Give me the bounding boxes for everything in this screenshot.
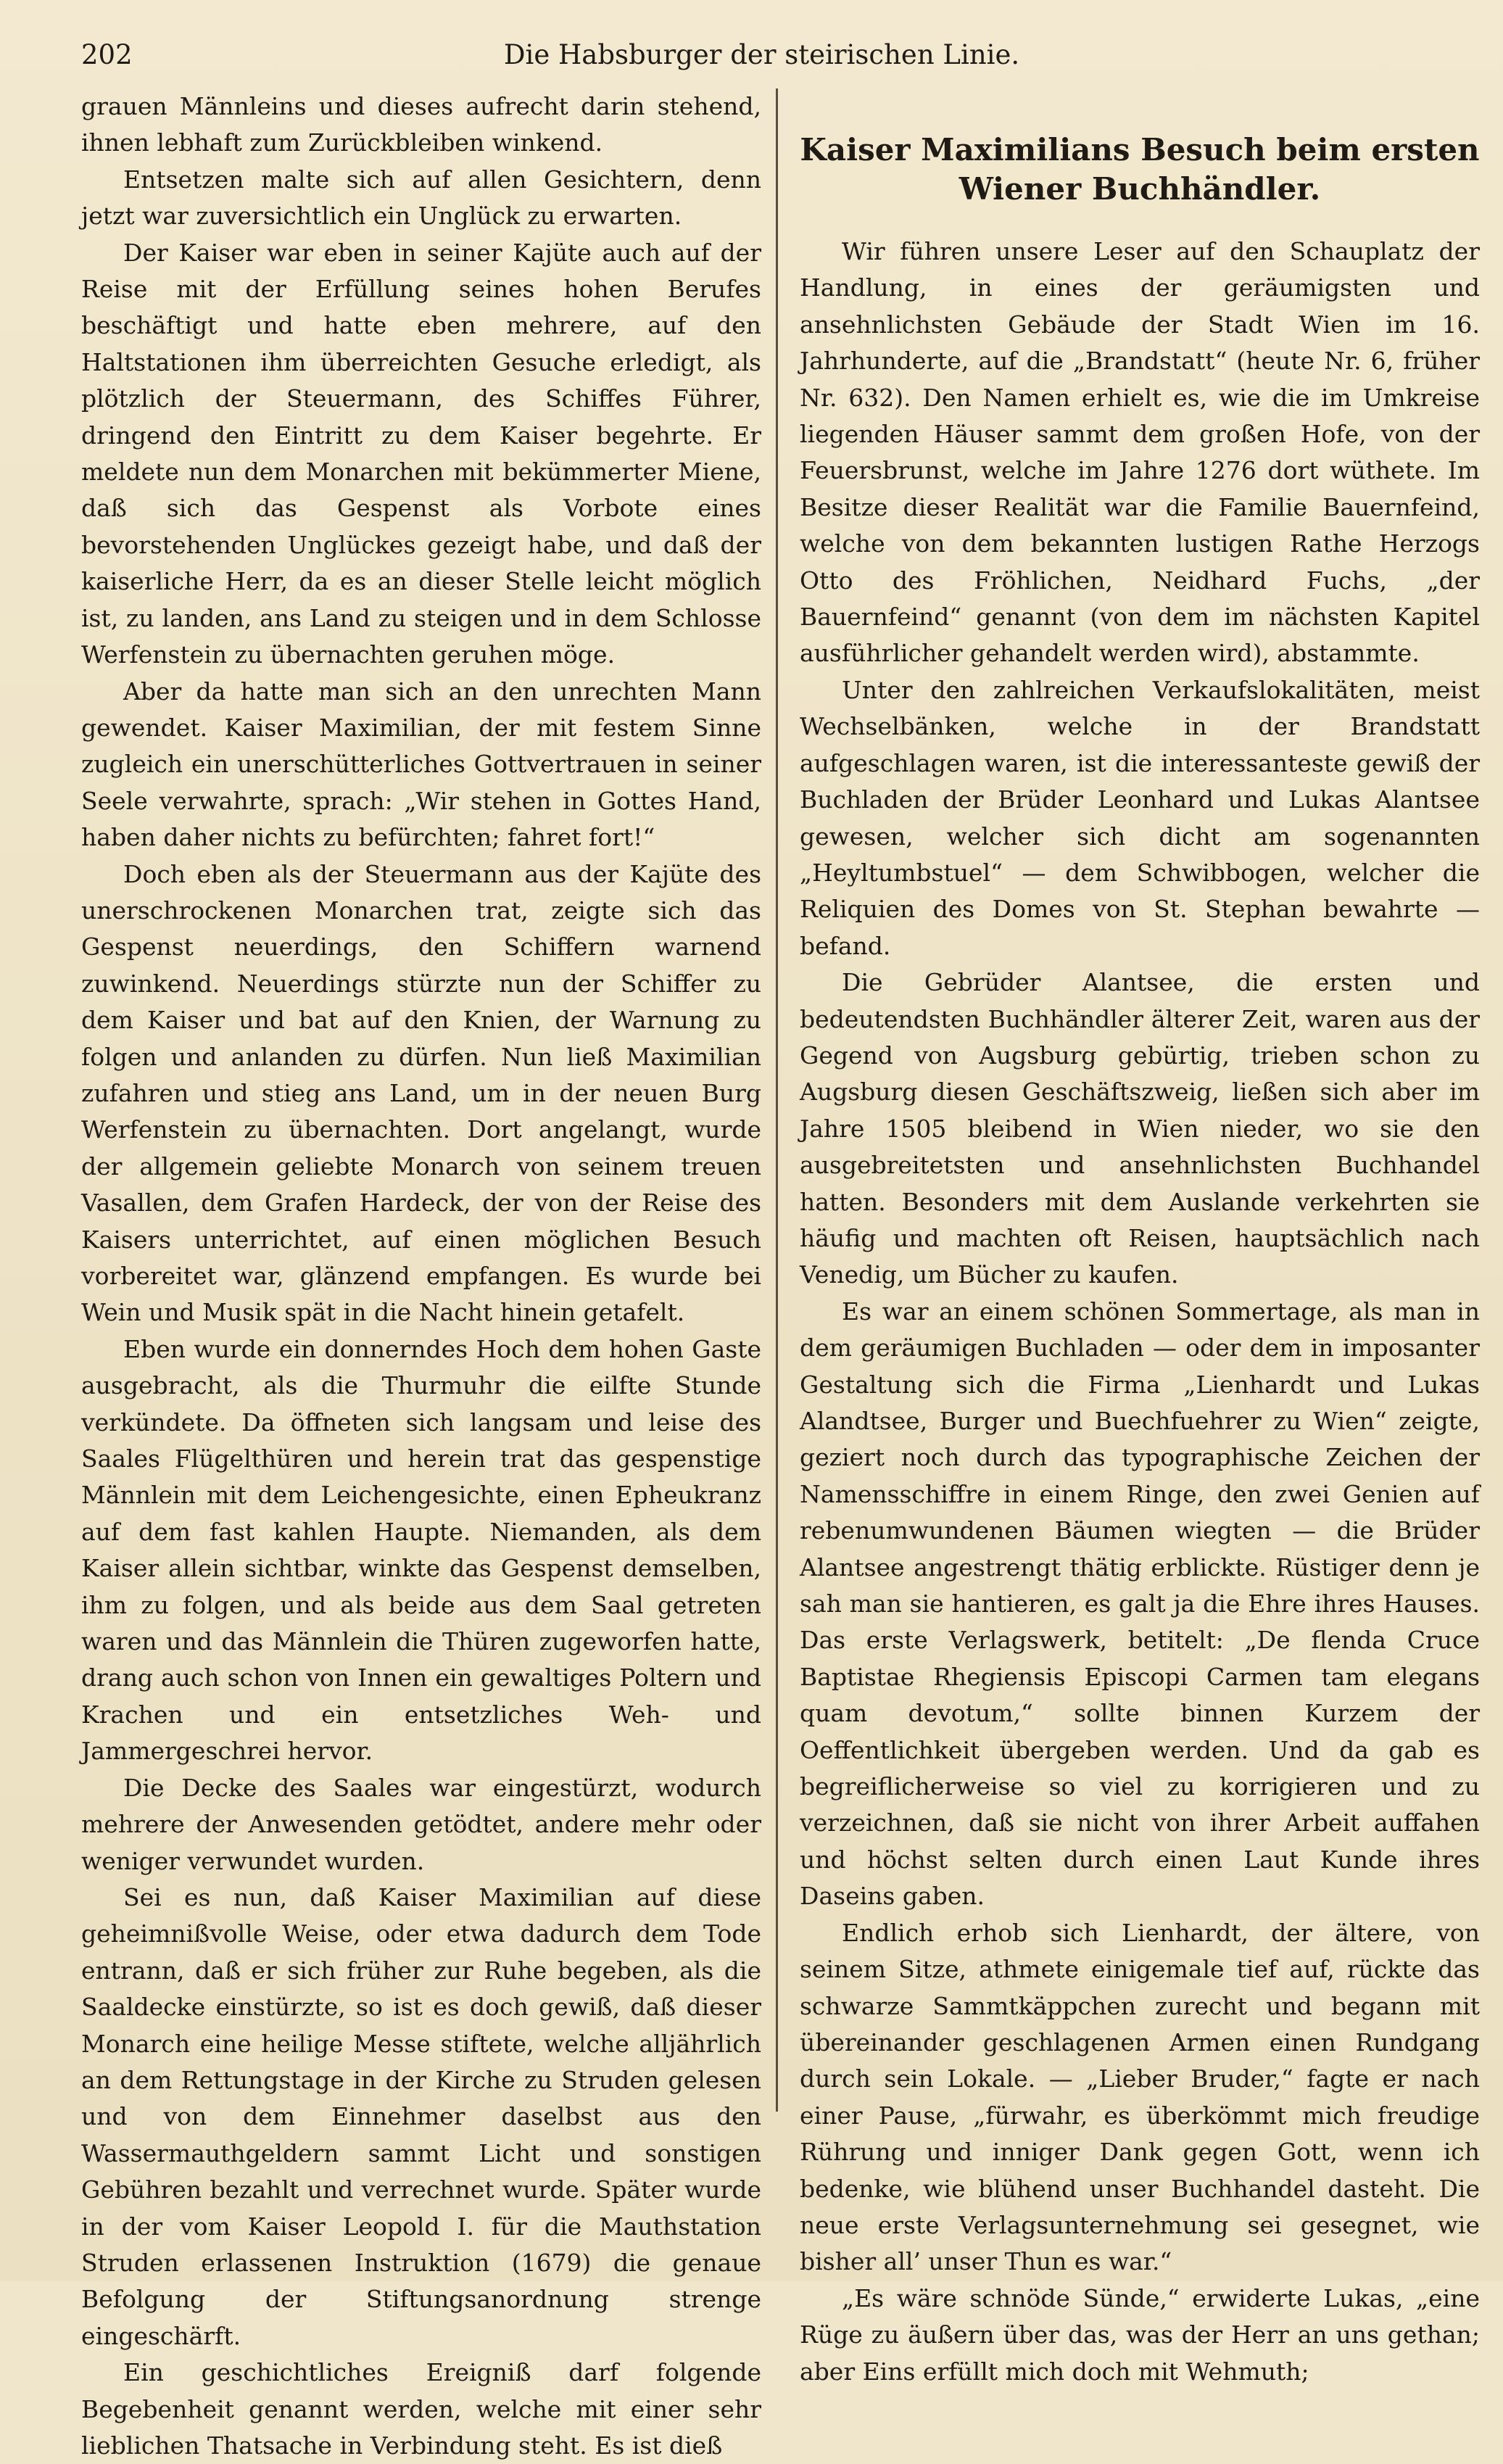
paragraph: „Es wäre schnöde Sünde,“ erwiderte Lukas, „eine Rüge zu äußern über das, was der Herr an uns gethan; aber Eins erfüllt mich doch mit Wehmuth; — [800, 2283, 1480, 2386]
paragraph: Die Gebrüder Alantsee, die ersten und bedeutendsten Buchhändler älterer Zeit, waren aus der Gegend von Augsburg gebürtig, trieben schon zu Augsburg diesen Geschäftszweig, ließen sich aber im Jahre 1505 bleibend in Wien nieder, wo sie den ausgebreitetsten und ansehnlichsten Buchhandel hatten. Besonders mit dem Auslande verkehrten sie häufig und machten oft Reisen, hauptsächlich nach Venedig, um Bücher zu kaufen. — [800, 968, 1480, 1289]
paragraph: Sei es nun, daß Kaiser Maximilian auf diese geheimnißvolle Weise, oder etwa dadurch dem Tode entrann, daß er sich früher zur Ruhe begeben, als die Saaldecke einstürzte, so ist es doch gewiß, daß dieser Monarch eine heilige Messe stiftete, welche alljährlich an dem Rettungstage in der Kirche zu Struden gelesen und von dem Einnehmer daselbst aus den Wassermauthgeldern sammt Licht und sonstigen Gebühren bezahlt und verrechnet wurde. Später wurde in der vom Kaiser Leopold I. für die Mauthstation Struden erlassenen Instruktion (1679) die genaue Befolgung der Stiftungsanordnung strenge eingeschärft. — [81, 1882, 761, 2350]
paragraph: Ein geschichtliches Ereigniß darf folgende Begebenheit genannt werden, welche mit einer sehr lieblichen Thatsache in Verbindung steht. Es ist dieß — [81, 2358, 761, 2460]
paragraph: Aber da hatte man sich an den unrechten Mann gewendet. Kaiser Maximilian, der mit festem Sinne zugleich ein unerschütterliches Gottvertrauen in seiner Seele verwahrte, sprach: „Wir stehen in Gottes Hand, haben daher nichts zu befürchten; fahret fort!“ — [81, 677, 761, 852]
section-heading: Kaiser Maximilians Besuch beim ersten Wiener Buchhändler. — [800, 132, 1480, 207]
column-divider — [776, 88, 778, 2112]
paragraph: Doch eben als der Steuermann aus der Kajüte des unerschrockenen Monarchen trat, zeigte sich das Gespenst neuerdings, den Schiffern warnend zuwinkend. Neuerdings stürzte nun der Schiffer zu dem Kaiser und bat auf den Knien, der Warnung zu folgen und anlanden zu dürfen. Nun ließ Maximilian zufahren und stieg ans Land, um in der neuen Burg Werfenstein zu übernachten. Dort angelangt, wurde der allgemein geliebte Monarch von seinem treuen Vasallen, dem Grafen Hardeck, der von der Reise des Kaisers unterrichtet, auf einen möglichen Besuch vorbereitet war, glänzend empfangen. Es wurde bei Wein und Musik spät in die Nacht hinein getafelt. — [81, 859, 761, 1327]
paragraph: Endlich erhob sich Lienhardt, der ältere, von seinem Sitze, athmete einigemale tief auf, rückte das schwarze Sammtkäppchen zurecht und begann mit übereinander geschlagenen Armen einen Rundgang durch sein Lokale. — „Lieber Bruder,“ fagte er nach einer Pause, „fürwahr, es überkömmt mich freudige Rührung und inniger Dank gegen Gott, wenn ich bedenke, wie blühend unser Buchhandel dasteht. Die neue erste Verlagsunternehmung sei gesegnet, wie bisher all’ unser Thun es war.“ — [800, 1918, 1480, 2276]
paragraph: Die Decke des Saales war eingestürzt, wodurch mehrere der Anwesenden getödtet, andere mehr oder weniger verwundet wurden. — [81, 1773, 761, 1875]
page-header — [81, 38, 1442, 73]
paragraph: Eben wurde ein donnerndes Hoch dem hohen Gaste ausgebracht, als die Thurmuhr die eilfte Stunde verkündete. Da öffneten sich langsam und leise des Saales Flügelthüren und herein trat das gespenstige Männlein mit dem Leichengesichte, einen Epheukranz auf dem fast kahlen Haupte. Niemanden, als dem Kaiser allein sichtbar, winkte das Gespenst demselben, ihm zu folgen, und als beide aus dem Saal getreten waren und das Männlein die Thüren zugeworfen hatte, drang auch schon von Innen ein gewaltiges Poltern und Krachen und ein entsetzliches Weh- und Jammergeschrei hervor. — [81, 1334, 761, 1766]
paragraph: Entsetzen malte sich auf allen Gesichtern, denn jetzt war zuversichtlich ein Unglück zu erwarten. — [81, 165, 761, 231]
right-column — [800, 88, 1480, 2390]
page-number: 202 — [81, 39, 133, 70]
running-title: Die Habsburger der steirischen Linie. — [503, 39, 1020, 70]
paragraph: Es war an einem schönen Sommertage, als man in dem geräumigen Buchladen — oder dem in imposanter Gestaltung sich die Firma „Lienhardt und Lukas Alandtsee, Burger und Buechfuehrer zu Wien“ zeigte, geziert noch durch das typographische Zeichen der Namensschiffre in einem Ringe, den zwei Genien auf rebenumwundenen Bäumen wiegten — die Brüder Alantsee angestrengt thätig erblickte. Rüstiger denn je sah man sie hantieren, es galt ja die Ehre ihres Hauses. Das erste Verlagswerk, betitelt: „De flenda Cruce Baptistae Rhegiensis Episcopi Carmen tam elegans quam devotum,“ sollte binnen Kurzem der Oeffentlichkeit übergeben werden. Und da gab es begreiflicherweise so viel zu korrigieren und zu verzeichnen, daß sie nicht von ihrer Arbeit auffahen und höchst selten durch einen Laut Kunde ihres Daseins gaben. — [800, 1297, 1480, 1911]
paragraph: Unter den zahlreichen Verkaufslokalitäten, meist Wechselbänken, welche in der Brandstatt aufgeschlagen waren, ist die interessanteste gewiß der Buchladen der Brüder Leonhard und Lukas Alantsee gewesen, welcher sich dicht am sogenannten „Heyltumbstuel“ — dem Schwibbogen, welcher die Reliquien des Domes von St. Stephan bewahrte — befand. — [800, 675, 1480, 960]
left-column — [81, 88, 761, 2464]
paragraph: Wir führen unsere Leser auf den Schauplatz der Handlung, in eines der geräumigsten und ansehnlichsten Gebäude der Stadt Wien im 16. Jahrhunderte, auf die „Brandstatt“ (heute Nr. 6, früher Nr. 632). Den Namen erhielt es, wie die im Umkreise liegenden Häuser sammt dem großen Hofe, von der Feuersbrunst, welche im Jahre 1276 dort wüthete. Im Besitze dieser Realität war die Familie Bauernfeind, welche von dem bekannten lustigen Rathe Herzogs Otto des Fröhlichen, Neidhard Fuchs, „der Bauernfeind“ genannt (von dem im nächsten Kapitel ausführlicher gehandelt werden wird), abstammte. — [800, 237, 1480, 668]
paragraph: Der Kaiser war eben in seiner Kajüte auch auf der Reise mit der Erfüllung seines hohen Berufes beschäftigt und hatte eben mehrere, auf den Haltstationen ihm überreichten Gesuche erledigt, als plötzlich der Steuermann, des Schiffes Führer, dringend den Eintritt zu dem Kaiser begehrte. Er meldete nun dem Monarchen mit bekümmerter Miene, daß sich das Gespenst als Vorbote eines bevorstehenden Unglückes gezeigt habe, und daß der kaiserliche Herr, da es an dieser Stelle leicht möglich ist, zu landen, ans Land zu steigen und in dem Schlosse Werfenstein zu übernachten geruhen möge. — [81, 238, 761, 669]
paragraph: grauen Männleins und dieses aufrecht darin stehend, ihnen lebhaft zum Zurückbleiben winkend. — [81, 92, 761, 157]
